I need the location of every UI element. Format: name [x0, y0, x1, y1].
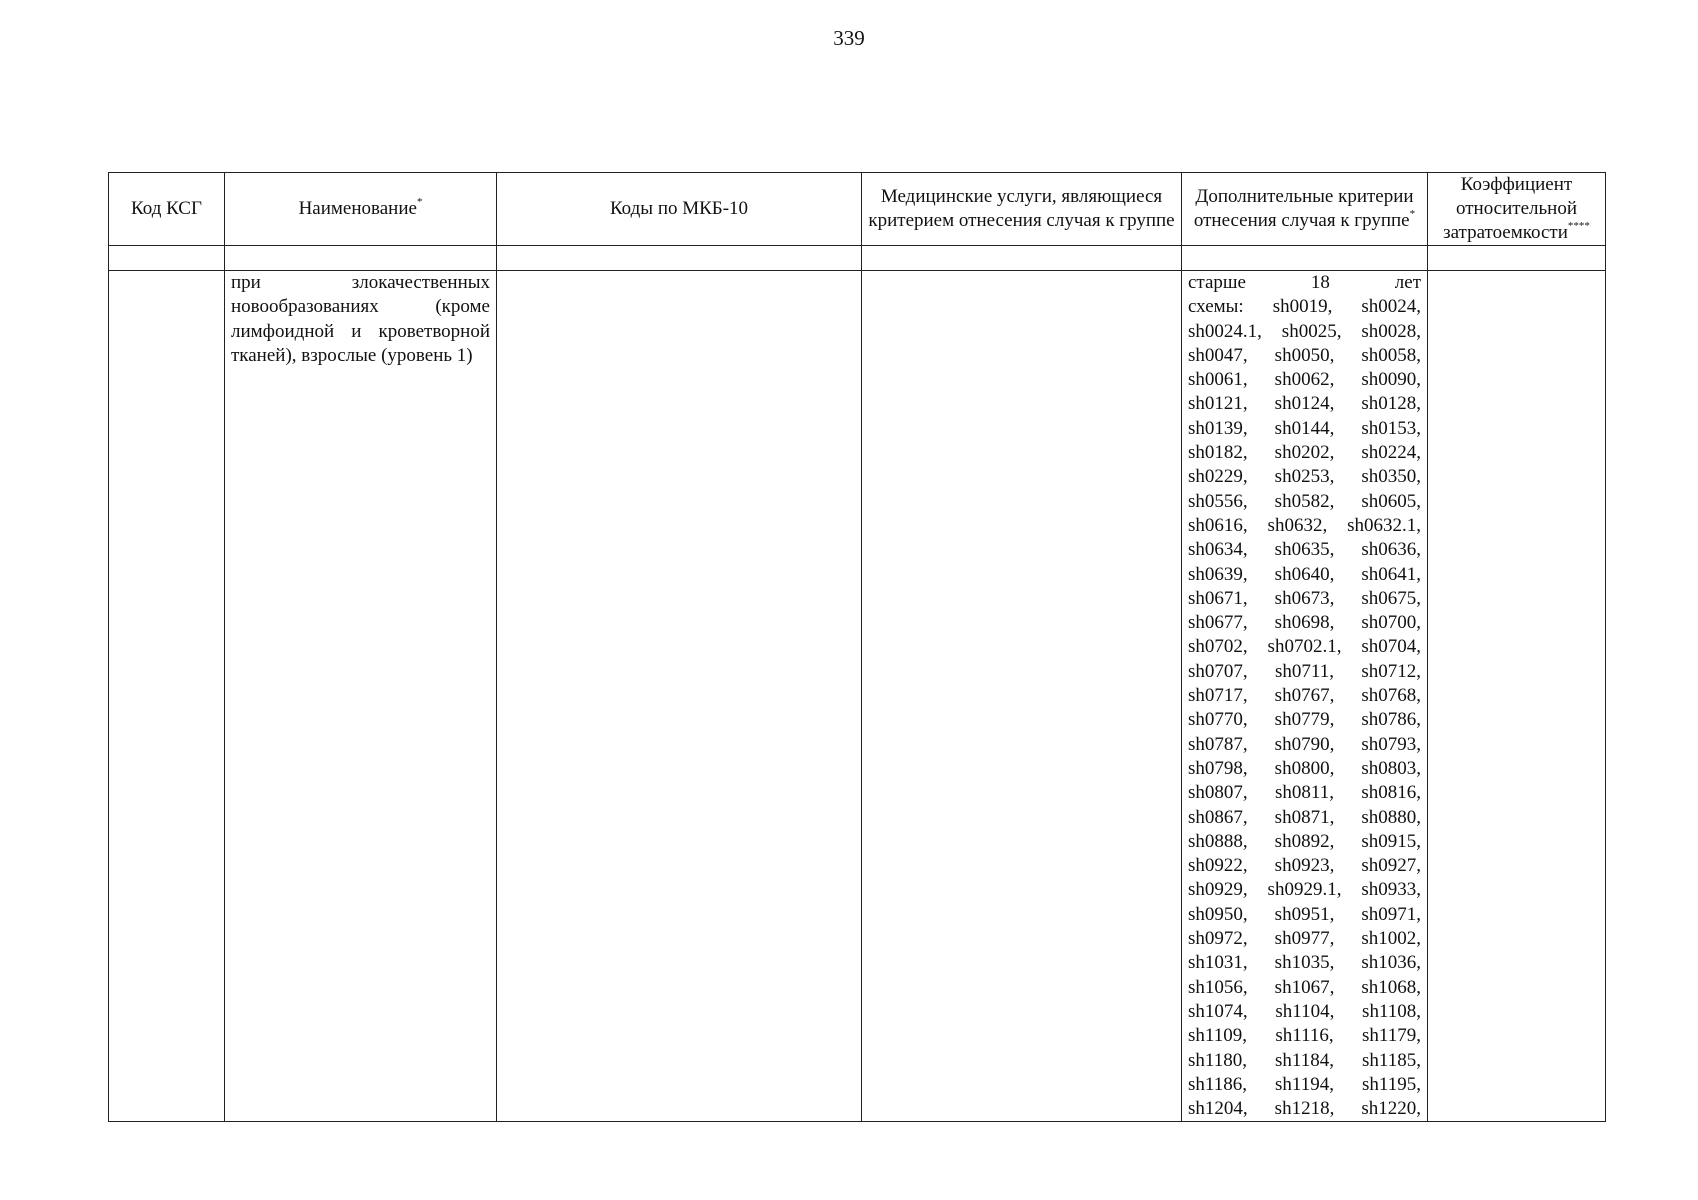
- criteria-line: [1188, 368, 1421, 392]
- criteria-line: [1188, 660, 1421, 684]
- criteria-token: лет: [1394, 272, 1421, 293]
- criteria-token: sh0786,: [1361, 709, 1421, 731]
- criteria-token: sh0915,: [1361, 830, 1421, 852]
- criteria-token: sh0128,: [1361, 393, 1421, 415]
- criteria-token: sh0058,: [1361, 344, 1421, 366]
- criteria-line: [1188, 441, 1421, 465]
- criteria-token: sh0798,: [1188, 757, 1248, 779]
- criteria-token: sh0880,: [1361, 806, 1421, 828]
- criteria-token: sh0636,: [1361, 539, 1421, 561]
- criteria-line: [1188, 757, 1421, 781]
- criteria-token: sh0977,: [1274, 928, 1335, 950]
- criteria-token: sh1186,: [1188, 1073, 1247, 1095]
- criteria-token: sh0933,: [1361, 879, 1421, 901]
- cell-code: [109, 271, 225, 1122]
- spacer-cell: [109, 246, 225, 271]
- cell-services: [862, 271, 1182, 1122]
- spacer-cell: [1428, 246, 1606, 271]
- criteria-token: sh0671,: [1188, 587, 1248, 609]
- criteria-token: sh0350,: [1361, 466, 1421, 488]
- criteria-token: sh0892,: [1274, 830, 1335, 852]
- header-services: Медицинские услуги, являющиеся критерием отнесения случая к группе: [862, 173, 1182, 246]
- criteria-token: sh0616,: [1188, 514, 1248, 536]
- criteria-line: [1188, 1049, 1421, 1073]
- criteria-token: sh0707,: [1188, 660, 1248, 682]
- criteria-line: [1188, 684, 1421, 708]
- criteria-token: схемы:: [1188, 296, 1244, 318]
- criteria-token: sh1220,: [1361, 1098, 1421, 1120]
- cell-mkb-codes: [497, 271, 862, 1122]
- criteria-token: sh0139,: [1188, 417, 1248, 439]
- criteria-token: sh0025,: [1281, 320, 1342, 342]
- header-mkb: Коды по МКБ-10: [497, 173, 862, 246]
- criteria-line: [1188, 295, 1421, 319]
- criteria-token: старше: [1188, 272, 1246, 293]
- spacer-cell: [1182, 246, 1428, 271]
- criteria-token: sh0635,: [1274, 539, 1335, 561]
- page-number: 339: [833, 26, 865, 50]
- criteria-line: [1188, 708, 1421, 732]
- criteria-line: [1188, 733, 1421, 757]
- criteria-token: sh0253,: [1274, 466, 1335, 488]
- criteria-token: sh0929.1,: [1267, 879, 1342, 901]
- criteria-line: [1188, 830, 1421, 854]
- criteria-line: [1188, 417, 1421, 441]
- criteria-token: sh0929,: [1188, 879, 1248, 901]
- criteria-token: sh0811,: [1275, 782, 1334, 804]
- header-row: [109, 173, 1606, 246]
- criteria-token: sh0224,: [1361, 442, 1421, 464]
- criteria-token: sh0605,: [1361, 490, 1421, 512]
- name-line: тканей), взрослые (уровень 1): [231, 344, 473, 366]
- criteria-token: sh0047,: [1188, 344, 1248, 366]
- criteria-token: sh0024,: [1361, 296, 1421, 318]
- criteria-token: sh1109,: [1188, 1025, 1247, 1047]
- criteria-token: sh0767,: [1274, 685, 1335, 707]
- spacer-cell: [225, 246, 497, 271]
- criteria-token: sh0922,: [1188, 855, 1248, 877]
- criteria-line: [1188, 320, 1421, 344]
- criteria-line: [1188, 465, 1421, 489]
- criteria-token: sh0024.1,: [1188, 320, 1262, 342]
- criteria-token: sh0787,: [1188, 733, 1248, 755]
- criteria-line: [1188, 781, 1421, 805]
- criteria-token: sh0090,: [1361, 369, 1421, 391]
- header-code: Код КСГ: [109, 173, 225, 246]
- criteria-token: sh0556,: [1188, 490, 1248, 512]
- criteria-token: sh1180,: [1188, 1049, 1247, 1071]
- criteria-token: sh0927,: [1361, 855, 1421, 877]
- criteria-token: sh0640,: [1274, 563, 1335, 585]
- header-coefficient: Коэффициент относительной затратоемкости****: [1428, 173, 1606, 246]
- criteria-token: sh0061,: [1188, 369, 1248, 391]
- name-line: при злокачественных: [231, 272, 490, 293]
- criteria-token: sh0770,: [1188, 709, 1248, 731]
- criteria-line: [1188, 1000, 1421, 1024]
- criteria-token: sh0800,: [1274, 757, 1335, 779]
- criteria-line: [1188, 490, 1421, 514]
- criteria-line: [1188, 514, 1421, 538]
- criteria-token: sh0632.1,: [1347, 514, 1421, 536]
- criteria-token: sh0675,: [1361, 587, 1421, 609]
- criteria-token: sh0182,: [1188, 442, 1248, 464]
- criteria-token: sh0803,: [1361, 757, 1421, 779]
- criteria-token: sh0702,: [1188, 636, 1248, 658]
- criteria-token: sh0807,: [1188, 782, 1248, 804]
- criteria-line: [1188, 951, 1421, 975]
- criteria-token: sh0816,: [1361, 782, 1421, 804]
- criteria-token: sh0972,: [1188, 928, 1248, 950]
- criteria-line: [1188, 271, 1421, 295]
- criteria-token: sh1035,: [1274, 952, 1335, 974]
- criteria-token: sh0641,: [1361, 563, 1421, 585]
- criteria-token: sh0202,: [1274, 442, 1335, 464]
- cell-coefficient: [1428, 271, 1606, 1122]
- criteria-token: sh1218,: [1274, 1098, 1335, 1120]
- criteria-token: sh0923,: [1274, 855, 1335, 877]
- criteria-token: sh0700,: [1361, 612, 1421, 634]
- criteria-token: sh1036,: [1361, 952, 1421, 974]
- spacer-cell: [862, 246, 1182, 271]
- criteria-token: sh1194,: [1275, 1073, 1334, 1095]
- criteria-token: sh0698,: [1274, 612, 1335, 634]
- criteria-line: [1188, 976, 1421, 1000]
- criteria-token: sh1108,: [1362, 1000, 1421, 1022]
- spacer-cell: [497, 246, 862, 271]
- criteria-token: sh0768,: [1361, 685, 1421, 707]
- criteria-line: [1188, 344, 1421, 368]
- header-criteria: Дополнительные критерии отнесения случая к группе*: [1182, 173, 1428, 246]
- criteria-line: [1188, 1024, 1421, 1048]
- criteria-line: [1188, 635, 1421, 659]
- criteria-token: sh0632,: [1267, 514, 1328, 536]
- criteria-token: sh0673,: [1274, 587, 1335, 609]
- criteria-token: sh0124,: [1274, 393, 1335, 415]
- criteria-token: sh0871,: [1274, 806, 1335, 828]
- criteria-line: [1188, 903, 1421, 927]
- criteria-token: sh1002,: [1361, 928, 1421, 950]
- criteria-token: sh0951,: [1274, 903, 1335, 925]
- criteria-token: sh1068,: [1361, 976, 1421, 998]
- criteria-token: sh1067,: [1274, 976, 1335, 998]
- criteria-token: sh0888,: [1188, 830, 1248, 852]
- criteria-token: sh0028,: [1361, 320, 1421, 342]
- criteria-token: sh0790,: [1274, 733, 1335, 755]
- criteria-token: sh1195,: [1362, 1073, 1421, 1095]
- criteria-token: sh0717,: [1188, 685, 1248, 707]
- criteria-token: sh0144,: [1274, 417, 1335, 439]
- criteria-token: sh0019,: [1272, 296, 1333, 318]
- criteria-token: sh0712,: [1361, 660, 1421, 682]
- header-name: Наименование*: [225, 173, 497, 246]
- criteria-token: sh0582,: [1274, 490, 1335, 512]
- criteria-token: sh0634,: [1188, 539, 1248, 561]
- criteria-token: sh1116,: [1275, 1025, 1334, 1047]
- criteria-token: sh1179,: [1362, 1025, 1421, 1047]
- criteria-line: [1188, 1073, 1421, 1097]
- name-line: новообразованиях (кроме: [231, 296, 490, 318]
- criteria-line: [1188, 806, 1421, 830]
- table-row: [109, 271, 1606, 1122]
- cell-name: [225, 271, 497, 1122]
- criteria-token: sh0677,: [1188, 612, 1248, 634]
- criteria-token: sh0971,: [1361, 903, 1421, 925]
- name-line: лимфоидной и кроветворной: [231, 320, 490, 342]
- ksg-table: [108, 172, 1606, 1122]
- criteria-token: sh1204,: [1188, 1098, 1248, 1120]
- criteria-line: [1188, 538, 1421, 562]
- criteria-token: sh1074,: [1188, 1000, 1248, 1022]
- criteria-token: sh0704,: [1361, 636, 1421, 658]
- criteria-token: sh1104,: [1275, 1000, 1335, 1022]
- criteria-token: sh1184,: [1275, 1049, 1334, 1071]
- criteria-token: sh0867,: [1188, 806, 1248, 828]
- criteria-token: sh0950,: [1188, 903, 1248, 925]
- criteria-line: [1188, 878, 1421, 902]
- criteria-token: sh0711,: [1275, 660, 1334, 682]
- column-number-row: [109, 246, 1606, 271]
- criteria-token: sh1185,: [1362, 1049, 1421, 1071]
- criteria-token: sh1031,: [1188, 952, 1248, 974]
- cell-criteria: [1182, 271, 1428, 1122]
- criteria-line: [1188, 611, 1421, 635]
- criteria-token: sh0153,: [1361, 417, 1421, 439]
- criteria-line: [1188, 563, 1421, 587]
- criteria-token: sh0121,: [1188, 393, 1248, 415]
- criteria-token: sh0779,: [1274, 709, 1335, 731]
- criteria-line: [1188, 587, 1421, 611]
- criteria-token: sh0050,: [1274, 344, 1335, 366]
- criteria-token: sh0793,: [1361, 733, 1421, 755]
- criteria-token: 18: [1310, 272, 1330, 293]
- criteria-token: sh0062,: [1274, 369, 1335, 391]
- criteria-line: [1188, 392, 1421, 416]
- criteria-token: sh0639,: [1188, 563, 1248, 585]
- criteria-line: [1188, 1097, 1421, 1121]
- criteria-token: sh0229,: [1188, 466, 1248, 488]
- criteria-line: [1188, 927, 1421, 951]
- criteria-line: [1188, 854, 1421, 878]
- criteria-token: sh1056,: [1188, 976, 1248, 998]
- criteria-token: sh0702.1,: [1267, 636, 1342, 658]
